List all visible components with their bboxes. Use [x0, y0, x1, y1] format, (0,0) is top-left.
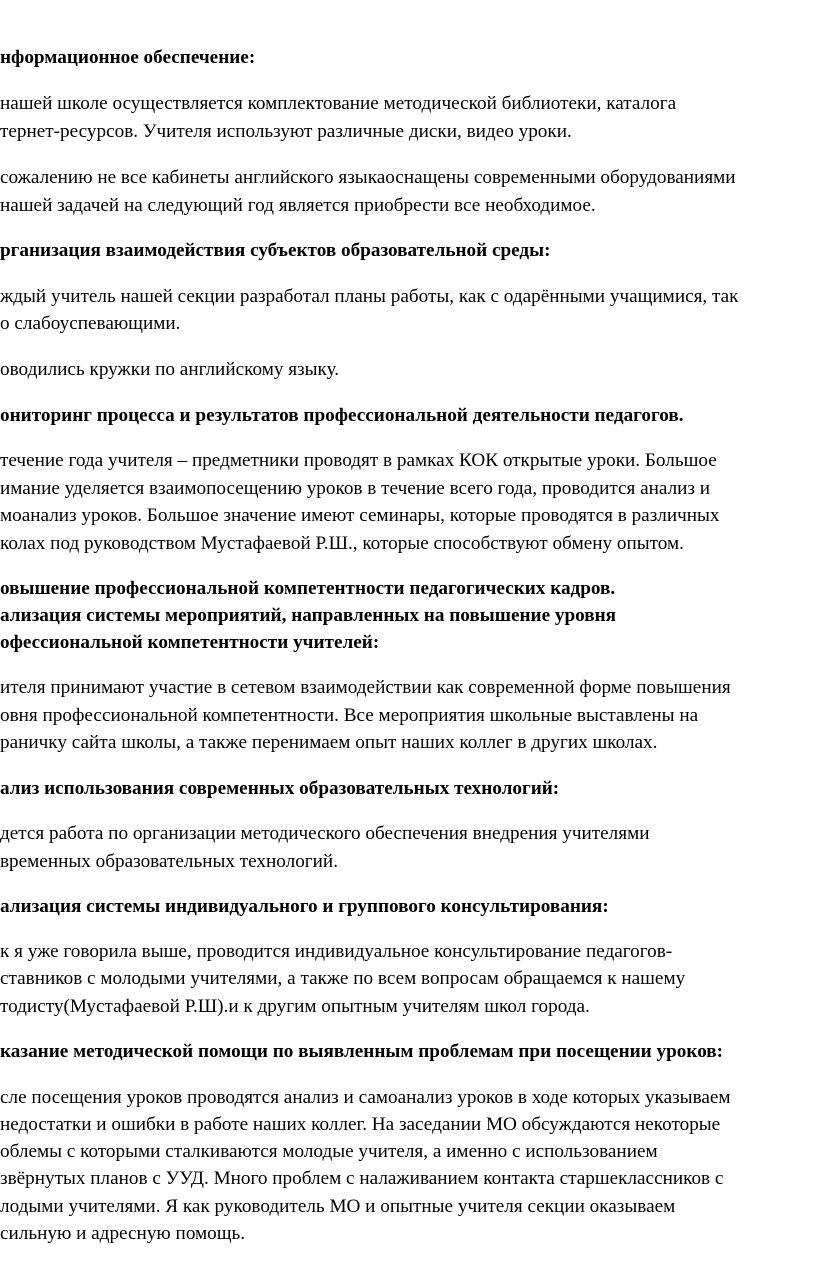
paragraph-line: ставников с молодыми учителями, а также по всем вопросам обращаемся к нашему	[0, 968, 686, 989]
paragraph-line: сильную и адресную помощь.	[0, 1223, 246, 1244]
heading-consulting-system: ализация системы индивидуального и группового консультирования:	[0, 896, 609, 917]
paragraph-line: ждый учитель нашей секции разработал планы работы, как с одарёнными учащимися, так	[0, 286, 739, 307]
paragraph-line: временных образовательных технологий.	[0, 851, 339, 872]
paragraph-line: дется работа по организации методического обеспечения внедрения учителями	[0, 823, 650, 844]
paragraph-line: о слабоуспевающими.	[0, 313, 181, 334]
paragraph-line: оводились кружки по английскому языку.	[0, 359, 340, 380]
heading-methodical-assistance: казание методической помощи по выявленным проблемам при посещении уроков:	[0, 1041, 724, 1062]
paragraph-line: тодисту(Мустафаевой Р.Ш).и к другим опытным учителям школ города.	[0, 996, 590, 1017]
paragraph-line: течение года учителя – предметники проводят в рамках КОК открытые уроки. Большое	[0, 450, 717, 471]
heading-technology-analysis: ализ использования современных образовательных технологий:	[0, 778, 560, 799]
paragraph-line: колах под руководством Мустафаевой Р.Ш., которые способствуют обмену опытом.	[0, 533, 684, 554]
paragraph-line: имание уделяется взаимопосещению уроков в течение всего года, проводится анализ и	[0, 478, 711, 499]
paragraph-line: звёрнутых планов с УУД. Много проблем с налаживанием контакта старшеклассников с	[0, 1168, 724, 1189]
heading-information-support: нформационное обеспечение:	[0, 47, 256, 68]
paragraph-line: раничку сайта школы, а также перенимаем опыт наших коллег в других школах.	[0, 732, 658, 753]
paragraph-line: к я уже говорила выше, проводится индивидуальное консультирование педагогов-	[0, 941, 673, 962]
heading-competence-improvement: овышение профессиональной компетентности педагогических кадров.	[0, 578, 616, 599]
paragraph-line: тернет-ресурсов. Учителя используют различные диски, видео уроки.	[0, 121, 572, 142]
heading-monitoring: ониторинг процесса и результатов профессиональной деятельности педагогов.	[0, 405, 684, 426]
paragraph-line: нашей задачей на следующий год является приобрести все необходимое.	[0, 195, 596, 216]
paragraph-line: лодыми учителями. Я как руководитель МО и опытные учителя секции оказываем	[0, 1196, 676, 1217]
paragraph-line: моанализ уроков. Большое значение имеют семинары, которые проводятся в различных	[0, 505, 720, 526]
paragraph-line: облемы с которыми сталкиваются молодые учителя, а именно с использованием	[0, 1141, 658, 1162]
heading-competence-improvement: ализация системы мероприятий, направленных на повышение уровня	[0, 605, 617, 626]
paragraph-line: сле посещения уроков проводятся анализ и самоанализ уроков в ходе которых указываем	[0, 1087, 731, 1108]
paragraph-line: овня профессиональной компетентности. Все мероприятия школьные выставлены на	[0, 705, 699, 726]
paragraph-line: ителя принимают участие в сетевом взаимодействии как современной форме повышения	[0, 677, 731, 698]
paragraph-line: сожалению не все кабинеты английского языкаоснащены современными оборудованиями	[0, 167, 736, 188]
paragraph-line: недостатки и ошибки в работе наших коллег. На заседании МО обсуждаются некоторые	[0, 1114, 721, 1135]
heading-interaction-organization: рганизация взаимодействия субъектов образовательной среды:	[0, 240, 551, 261]
paragraph-line: нашей школе осуществляется комплектование методической библиотеки, каталога	[0, 93, 677, 114]
heading-competence-improvement: офессиональной компетентности учителей:	[0, 632, 380, 653]
